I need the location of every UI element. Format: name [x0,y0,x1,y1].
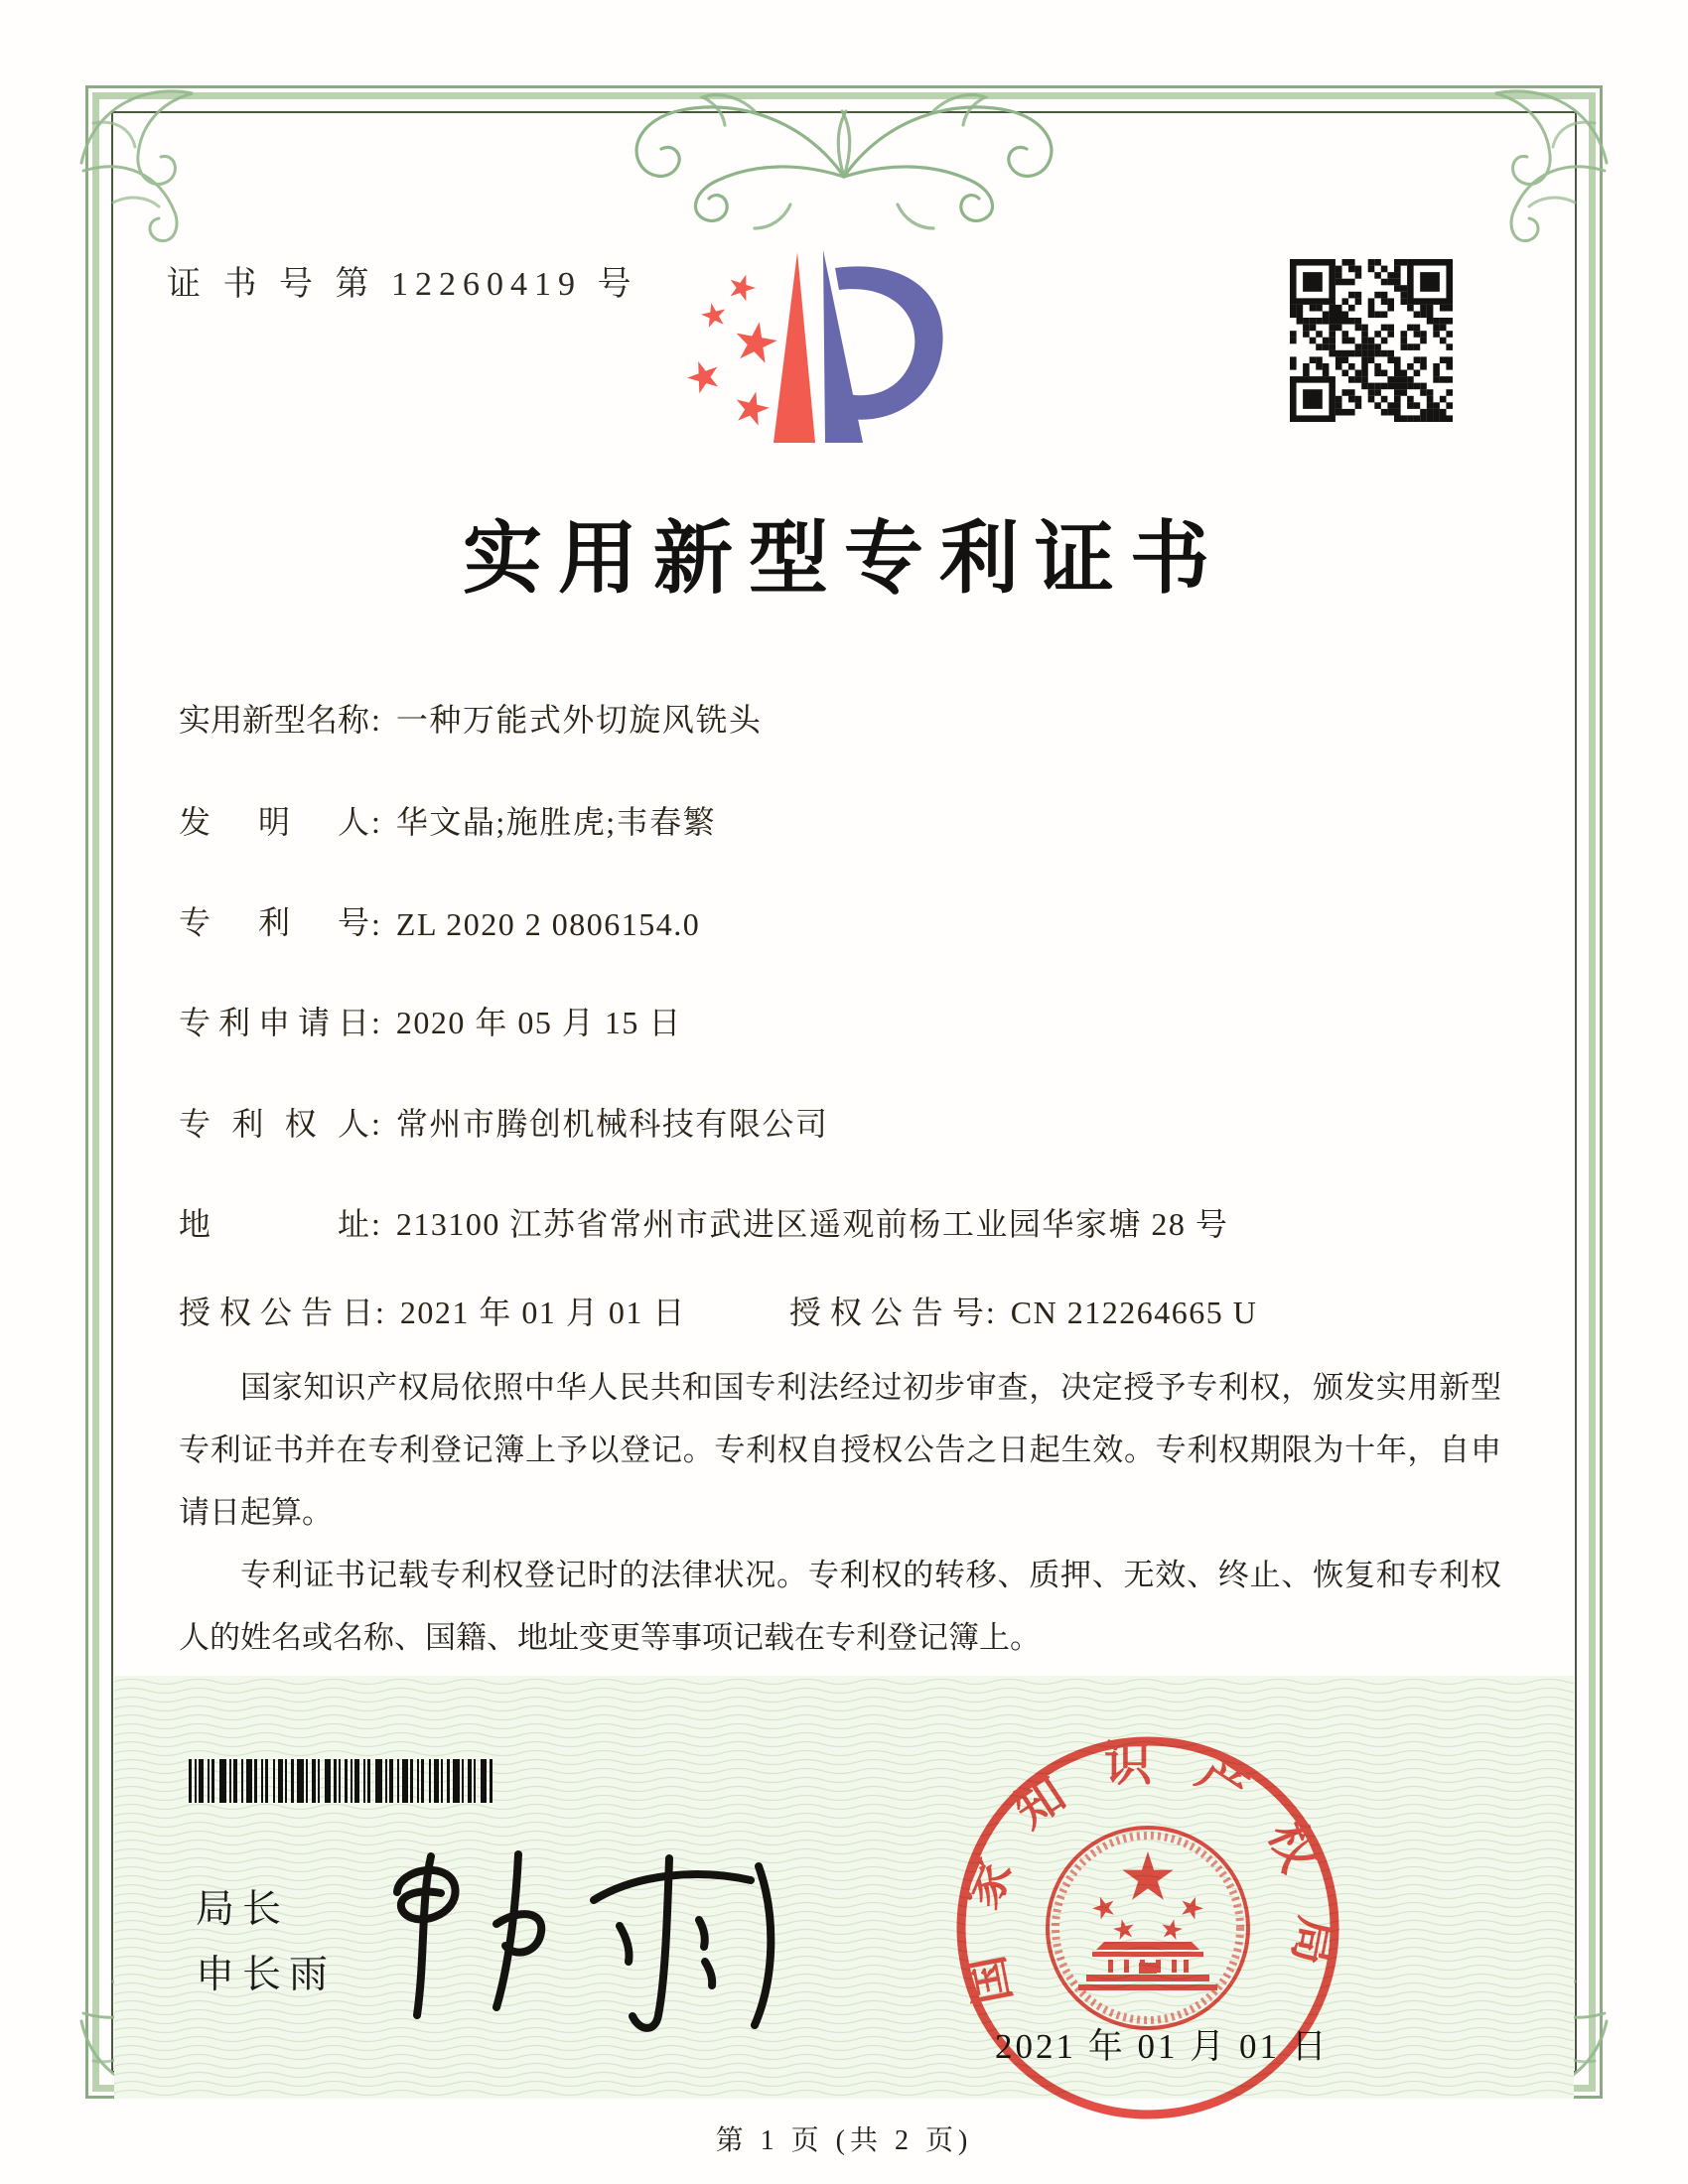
field-patent-number: 专利号: ZL 2020 2 0806154.0 [179,897,700,943]
field-value: CN 212264665 U [1010,1295,1258,1330]
commissioner-signature-icon [369,1829,816,2042]
commissioner-title: 局长 [196,1888,290,1931]
field-label: 授权公告日 [179,1295,373,1330]
barcode-icon [189,1759,498,1803]
legal-paragraph-1: 国家知识产权局依照中华人民共和国专利法经过初步审查，决定授予专利权，颁发实用新型专利证书并在专利登记簿上予以登记。专利权自授权公告之日起生效。专利权期限为十年，自申请日起算。 [179,1370,1501,1530]
top-center-flourish [561,50,1127,238]
field-value: 2021 年 01 月 01 日 [399,1295,686,1330]
certificate-number: 证 书 号 第 12260419 号 [167,266,638,303]
qr-code-icon [1290,259,1453,422]
field-value: 一种万能式外切旋风铣头 [395,702,763,738]
field-utility-model-name: 实用新型名称: 一种万能式外切旋风铣头 [179,695,762,741]
seal-date: 2021 年 01 月 01 日 [995,2027,1330,2066]
field-value: 213100 江苏省常州市武进区遥观前杨工业园华家塘 28 号 [395,1206,1229,1242]
field-label: 专利权人 [179,1106,369,1142]
field-value: 常州市腾创机械科技有限公司 [395,1106,829,1142]
field-label: 专利申请日 [179,1005,369,1040]
cnipa-logo-icon [678,244,961,451]
commissioner-name: 申长雨 [196,1954,337,1996]
field-label: 授权公告号 [788,1295,984,1330]
field-address: 地址: 213100 江苏省常州市武进区遥观前杨工业园华家塘 28 号 [179,1199,1228,1245]
page-number: 第 1 页 (共 2 页) [715,2125,973,2156]
corner-flourish-top-right [1426,64,1624,262]
field-inventors: 发明人: 华文晶;施胜虎;韦春繁 [179,797,716,843]
corner-flourish-top-left [64,64,262,262]
field-label: 发明人 [179,804,369,840]
guilloche-background [114,1676,1574,2099]
field-value: 2020 年 05 月 15 日 [395,1005,682,1040]
legal-paragraph-2: 专利证书记载专利权登记时的法律状况。专利权的转移、质押、无效、终止、恢复和专利权人的姓名或名称、国籍、地址变更等事项记载在专利登记簿上。 [179,1558,1501,1655]
logo-stars [683,271,779,428]
certificate-title: 实用新型专利证书 [463,516,1225,604]
national-emblem [1048,1828,1248,2028]
field-label: 专利号 [179,904,369,940]
field-label: 实用新型名称 [179,702,370,738]
field-filing-date: 专利申请日: 2020 年 05 月 15 日 [179,998,682,1043]
tiananmen-silhouette [1078,1942,1217,1990]
field-value: ZL 2020 2 0806154.0 [395,906,701,942]
field-patentee: 专利权人: 常州市腾创机械科技有限公司 [179,1099,828,1145]
field-grant-number: 授权公告号: CN 212264665 U [789,1295,1257,1330]
field-grant-date: 授权公告日: 2021 年 01 月 01 日 [179,1295,694,1330]
field-grant-row [179,1288,1257,1333]
field-label: 地址 [179,1206,369,1242]
field-value: 华文晶;施胜虎;韦春繁 [395,804,717,840]
legal-text [179,1356,1501,1669]
seal-text: 国家知识产权局 [952,1738,1343,2008]
